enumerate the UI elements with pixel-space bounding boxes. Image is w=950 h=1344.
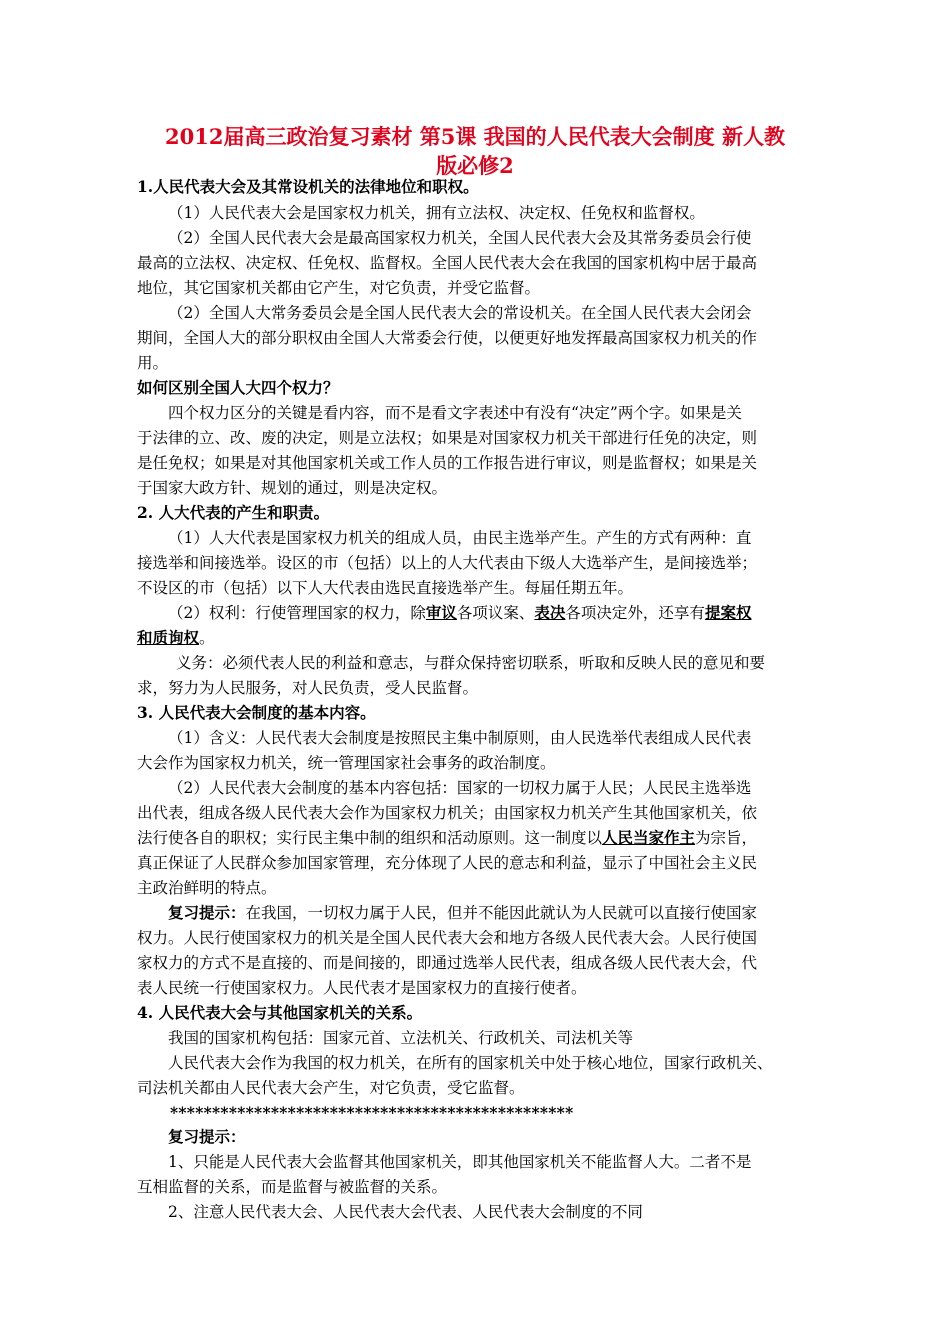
s2-p2-l1 xyxy=(168,603,751,623)
s1-p1: （1）人民代表大会是国家权力机关，拥有立法权、决定权、任免权和监督权。 xyxy=(168,204,705,222)
s2-p2-end: 。 xyxy=(199,629,215,647)
s2-term-inquiry: 和质询权 xyxy=(137,628,200,647)
s2-p3-l2: 求，努力为人民服务，对人民负责，受人民监督。 xyxy=(137,679,479,697)
s2-term-vote: 表决 xyxy=(534,603,566,622)
s3-p1-l1: （1）含义：人民代表大会制度是按照民主集中制原则，由人民选举代表组成人民代表 xyxy=(168,729,752,747)
s2-p1-l2: 接选举和间接选举。设区的市（包括）以上的人大代表由下级人大选举产生，是间接选举； xyxy=(137,554,758,572)
section-4-heading: 4. 人民代表大会与其他国家机关的关系。 xyxy=(137,1003,423,1022)
s1-p3-l1: （2）全国人大常务委员会是全国人民代表大会的常设机关。在全国人民代表大会闭会 xyxy=(168,304,752,322)
s4-p1: 我国的国家机构包括：国家元首、立法机关、行政机关、司法机关等 xyxy=(168,1029,634,1047)
s3-tip-text: 在我国，一切权力属于人民，但并不能因此就认为人民就可以直接行使国家 xyxy=(245,904,758,922)
document-title xyxy=(120,122,830,180)
s2-p3-l1: 义务：必须代表人民的利益和意志，与群众保持密切联系，听取和反映人民的意见和要 xyxy=(176,654,766,672)
s4-tip-label: 复习提示： xyxy=(168,1127,246,1146)
q-l1: 四个权力区分的关键是看内容，而不是看文字表述中有没有“决定”两个字。如果是关 xyxy=(168,404,742,422)
s3-p2-l3-c: 为宗旨， xyxy=(695,829,758,847)
q-l2: 于法律的立、改、废的决定，则是立法权；如果是对国家权力机关干部进行任免的决定，则 xyxy=(137,429,758,447)
s3-p1-l2: 大会作为国家权力机关，统一管理国家社会事务的政治制度。 xyxy=(137,754,556,772)
s1-p3-l3: 用。 xyxy=(137,354,169,372)
separator-stars: ************************************************ xyxy=(170,1103,574,1122)
s1-p3-l2: 期间，全国人大的部分职权由全国人大常委会行使，以便更好地发挥最高国家权力机关的作 xyxy=(137,329,758,347)
s3-term-people-masters: 人民当家作主 xyxy=(602,828,696,847)
s3-p2-l2: 出代表，组成各级人民代表大会作为国家权力机关；由国家权力机关产生其他国家机关，依 xyxy=(137,804,758,822)
s3-tip-l3: 家权力的方式不是直接的、而是间接的，即通过选举人民代表，组成各级人民代表大会，代 xyxy=(137,954,758,972)
s1-p2-l1: （2）全国人民代表大会是最高国家权力机关，全国人民代表大会及其常务委员会行使 xyxy=(168,229,752,247)
section-1-heading: 1.人民代表大会及其常设机关的法律地位和职权。 xyxy=(137,177,479,196)
s3-tip-l1 xyxy=(168,903,757,923)
s2-term-review: 审议 xyxy=(425,603,457,622)
question-heading: 如何区别全国人大四个权力？ xyxy=(137,378,339,397)
s3-tip-l2: 权力。人民行使国家权力的机关是全国人民代表大会和地方各级人民代表大会。人民行使国 xyxy=(137,929,758,947)
section-2-heading: 2. 人大代表的产生和职责。 xyxy=(137,503,330,522)
s2-p1-l1: （1）人大代表是国家权力机关的组成人员，由民主选举产生。产生的方式有两种：直 xyxy=(168,529,752,547)
s4-t1-l2: 互相监督的关系，而是监督与被监督的关系。 xyxy=(137,1178,448,1196)
s3-p2-l4: 真正保证了人民群众参加国家管理，充分体现了人民的意志和利益，显示了中国社会主义民 xyxy=(137,854,758,872)
s4-p2-l1: 人民代表大会作为我国的权力机关，在所有的国家机关中处于核心地位，国家行政机关、 xyxy=(168,1054,773,1072)
s2-p2-text-a: （2）权利：行使管理国家的权力，除 xyxy=(168,604,426,622)
s4-t1-l1: 1、只能是人民代表大会监督其他国家机关，即其他国家机关不能监督人大。二者不是 xyxy=(168,1153,752,1171)
q-l4: 于国家大政方针、规划的通过，则是决定权。 xyxy=(137,479,448,497)
s3-p2-l5: 主政治鲜明的特点。 xyxy=(137,879,277,897)
s3-p2-l3-a: 法行使各自的职权；实行民主集中制的组织和活动原则。这一制度以 xyxy=(137,829,603,847)
s4-p2-l2: 司法机关都由人民代表大会产生，对它负责，受它监督。 xyxy=(137,1079,525,1097)
s4-t2: 2、注意人民代表大会、人民代表大会代表、人民代表大会制度的不同 xyxy=(168,1203,643,1221)
q-l3: 是任免权；如果是对其他国家机关或工作人员的工作报告进行审议，则是监督权；如果是关 xyxy=(137,454,758,472)
title-line-2: 版必修2 xyxy=(436,153,514,178)
s3-tip-l4: 表人民统一行使国家权力。人民代表才是国家权力的直接行使者。 xyxy=(137,979,587,997)
s3-p2-l1: （2）人民代表大会制度的基本内容包括：国家的一切权力属于人民；人民民主选举选 xyxy=(168,779,752,797)
s1-p2-l3: 地位，其它国家机关都由它产生，对它负责，并受它监督。 xyxy=(137,279,541,297)
s2-term-proposal: 提案权 xyxy=(704,603,752,622)
s2-p1-l3: 不设区的市（包括）以下人大代表由选民直接选举产生。每届任期五年。 xyxy=(137,579,634,597)
s3-p2-l3 xyxy=(137,828,757,848)
title-line-1: 2012届高三政治复习素材 第5课 我国的人民代表大会制度 新人教 xyxy=(165,124,785,149)
section-3-heading: 3. 人民代表大会制度的基本内容。 xyxy=(137,703,376,722)
s2-p2-text-e: 各项决定外，还享有 xyxy=(565,604,705,622)
s3-tip-label: 复习提示： xyxy=(168,903,246,922)
s2-p2-l2 xyxy=(137,628,215,648)
s1-p2-l2: 最高的立法权、决定权、任免权、监督权。全国人民代表大会在我国的国家机构中居于最高 xyxy=(137,254,758,272)
s2-p2-text-c: 各项议案、 xyxy=(456,604,535,622)
